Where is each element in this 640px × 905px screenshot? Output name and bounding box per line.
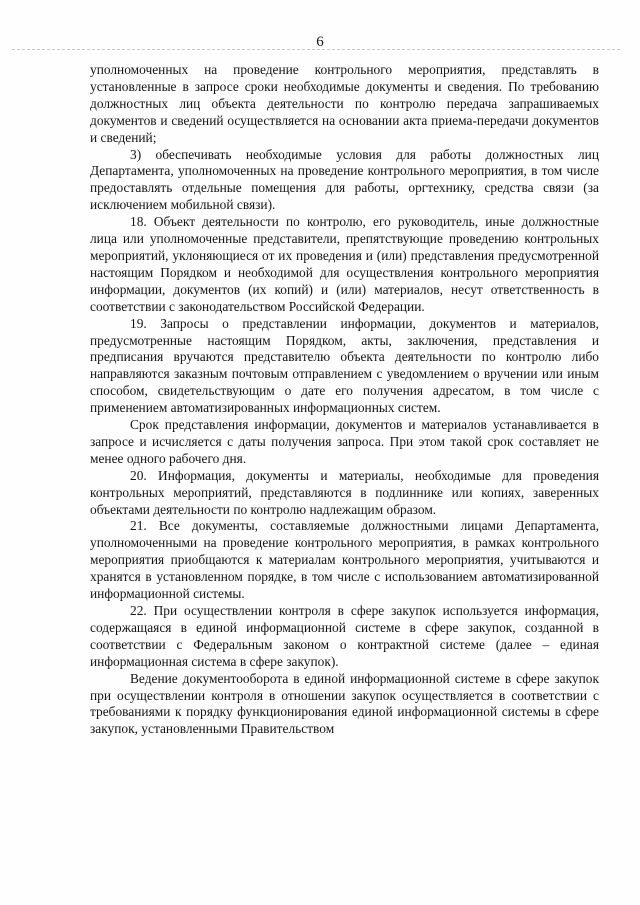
paragraph-22: 22. При осуществлении контроля в сфере закупок используется информация, содержащаяся в единой информационной системе в сфере закупок, созданной в соответствии с Федеральным законом о контрактной системе (далее – единая информационная система в сфере закупок). (90, 603, 599, 669)
paragraph-continuation: уполномоченных на проведение контрольного мероприятия, представлять в установленные в запросе сроки необходимые документы и сведения. По требованию должностных лиц объекта деятельности по контролю передача запрашиваемых документов и сведений осуществляется на основании акта приема-передачи документов и сведений; (90, 62, 599, 145)
page-number: 6 (316, 34, 324, 50)
paragraph-20: 20. Информация, документы и материалы, необходимые для проведения контрольных мероприятий, представляются в подлиннике или копиях, заверенных объектами деятельности по контролю надлежащим образом. (90, 467, 599, 517)
paragraph-19-deadline: Срок представления информации, документов и материалов устанавливается в запросе и исчисляется с даты получения запроса. При этом такой срок составляет не менее одного рабочего дня. (90, 417, 599, 466)
paragraph-22-document-flow: Ведение документооборота в единой информационной системе в сфере закупок при осуществлении контроля в отношении закупок осуществляется в соответствии с требованиями к порядку функционирования единой информационной системы в сфере закупок, установленными Правительством (90, 670, 599, 737)
paragraph-19: 19. Запросы о представлении информации, документов и материалов, предусмотренные настоящим Порядком, акты, заключения, представления и предписания вручаются представителю объекта деятельности по контролю либо направляются заказным почтовым отправлением с уведомлением о вручении или иным способом, свидетельствующим о дате его получения адресатом, в том числе с применением автоматизированных информационных систем. (90, 315, 599, 416)
paragraph-21: 21. Все документы, составляемые должностными лицами Департамента, уполномоченными на проведение контрольного мероприятия, в рамках контрольного мероприятия приобщаются к материалам контрольного мероприятия, учитываются и хранятся в установленном порядке, в том числе с использованием автоматизированной информационной системы. (90, 518, 599, 602)
document-body (90, 62, 599, 738)
paragraph-item-3: 3) обеспечивать необходимые условия для работы должностных лиц Департамента, уполномоченных на проведение контрольного мероприятия, в том числе предоставлять отдельные помещения для работы, оргтехнику, средства связи (за исключением мобильной связи). (90, 146, 599, 213)
paragraph-18: 18. Объект деятельности по контролю, его руководитель, иные должностные лица или уполномоченные представители, препятствующие проведению контрольных мероприятий, уклоняющиеся от их проведения и (или) представления предусмотренной настоящим Порядком и необходимой для осуществления контрольного мероприятия информации, документов (их копий) и (или) материалов, несут ответственность в соответствии с законодательством Российской Федерации. (90, 214, 599, 314)
